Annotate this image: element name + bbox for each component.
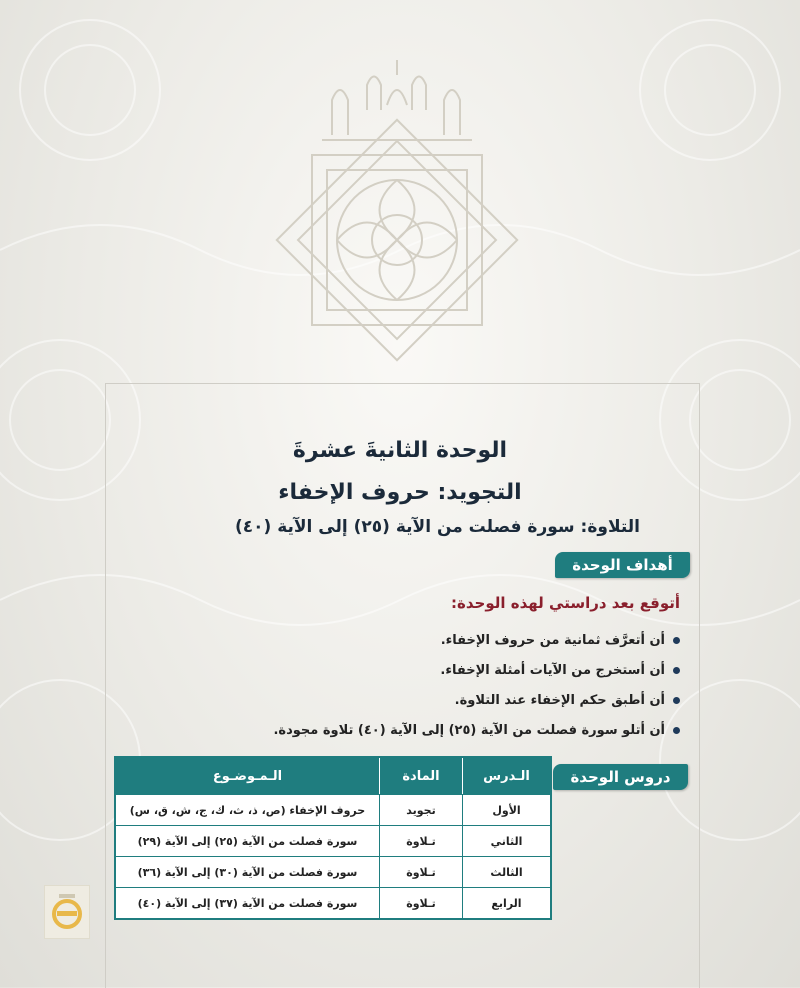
table-row [116,856,550,887]
subject-cell: تجويد [379,794,462,825]
unit-title: الوحدة الثانيةَ عشرةَ [292,438,508,463]
goal-item: أن أتعرَّف ثمانية من حروف الإخفاء. [120,626,680,656]
bullet-icon [673,697,680,704]
column-header-lesson: الـدرس [462,758,550,794]
topic-cell: سورة فصلت من الآية (٣٧) إلى الآية (٤٠) [116,887,379,918]
mosque-star-emblem [232,40,562,430]
table-row [116,825,550,856]
bullet-icon [673,667,680,674]
bullet-icon [673,637,680,644]
goal-item: أن أطبق حكم الإخفاء عند التلاوة. [120,686,680,716]
lesson-cell: الثاني [462,825,550,856]
lesson-cell: الثالث [462,856,550,887]
topic-cell: حروف الإخفاء (ص، ذ، ث، ك، ج، ش، ق، س) [116,794,379,825]
goals-list [120,626,680,746]
topic-cell: سورة فصلت من الآية (٣٠) إلى الآية (٣٦) [116,856,379,887]
tilawah-topic: التلاوة: سورة فصلت من الآية (٢٥) إلى الآية (٤٠) [234,517,640,537]
lessons-table [114,756,552,920]
table-row [116,887,550,918]
lesson-cell: الأول [462,794,550,825]
subject-cell: تـلاوة [379,825,462,856]
logo-icon [45,886,89,938]
goal-item: أن أستخرج من الآيات أمثلة الإخفاء. [120,656,680,686]
topic-cell: سورة فصلت من الآية (٢٥) إلى الآية (٢٩) [116,825,379,856]
subject-cell: تـلاوة [379,887,462,918]
goals-intro: أتوقع بعد دراستي لهذه الوحدة: [451,594,680,612]
tajweed-topic: التجويد: حروف الإخفاء [278,480,522,505]
publisher-logo [44,885,90,939]
lesson-cell: الرابع [462,887,550,918]
subject-cell: تـلاوة [379,856,462,887]
column-header-topic: الـمـوضـوع [116,758,379,794]
table-header-row [116,758,550,794]
lessons-header-badge: دروس الوحدة [553,764,688,790]
goals-header-badge: أهداف الوحدة [555,552,690,578]
goal-item: أن أتلو سورة فصلت من الآية (٢٥) إلى الآية (٤٠) تلاوة مجودة. [120,716,680,746]
bullet-icon [673,727,680,734]
table-row [116,794,550,825]
column-header-subject: المادة [379,758,462,794]
